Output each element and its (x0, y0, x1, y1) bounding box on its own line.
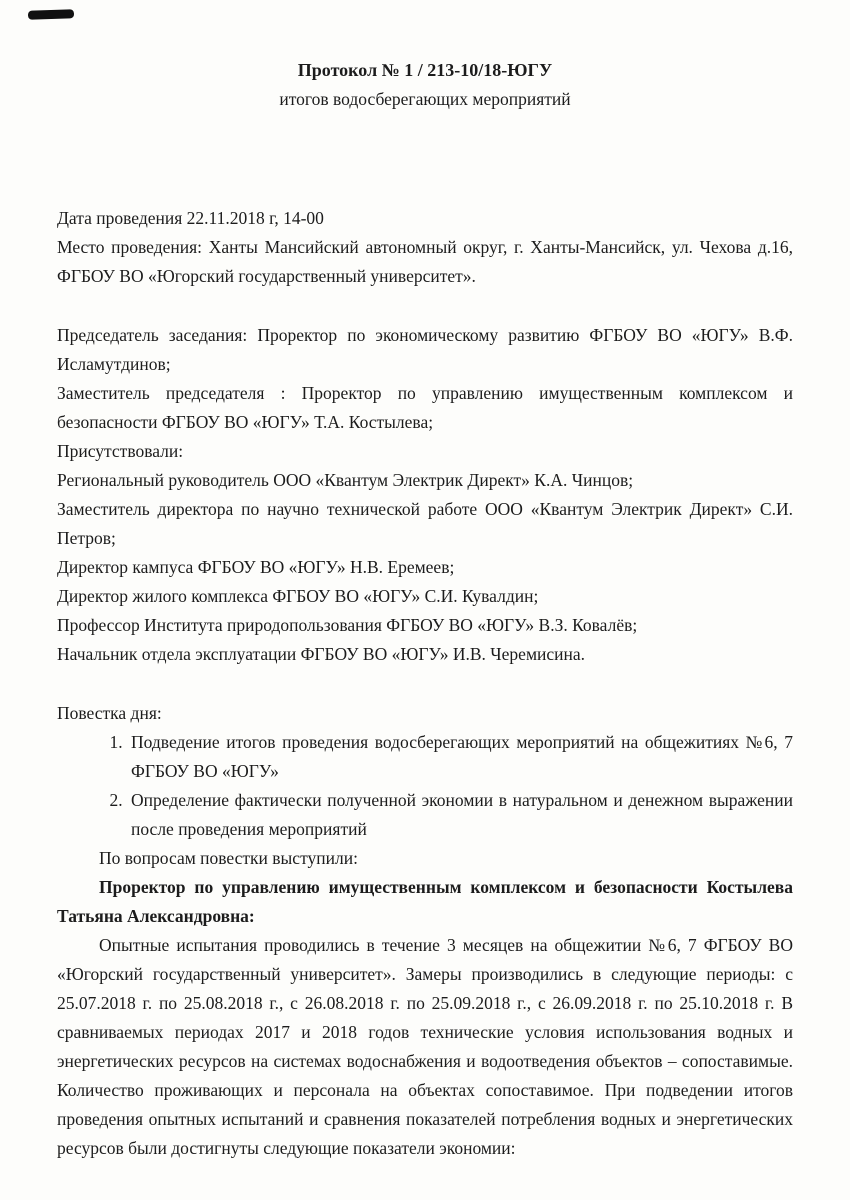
agenda-outro: По вопросам повестки выступили: (99, 848, 358, 868)
participant-deputy-chairman: Заместитель председателя : Проректор по управлению имущественным комплексом и безопасности ФГБОУ ВО «ЮГУ» Т.А. Костылева; (57, 383, 793, 432)
attendees-heading: Присутствовали: (57, 441, 184, 461)
participant-line: Профессор Института природопользования ФГБОУ ВО «ЮГУ» В.З. Ковалёв; (57, 615, 638, 635)
document-subtitle: итогов водосберегающих мероприятий (279, 89, 571, 109)
speaker-heading: Проректор по управлению имущественным комплексом и безопасности Костылева Татьяна Александровна: (57, 877, 793, 926)
spacer (57, 291, 793, 321)
agenda-list (57, 728, 793, 844)
place-line: Место проведения: Ханты Мансийский автономный округ, г. Ханты-Мансийск, ул. Чехова д.16, ФГБОУ ВО «Югорский государственный университет». (57, 237, 793, 286)
document-title: Протокол № 1 / 213-10/18-ЮГУ (297, 60, 553, 80)
participant-line: Региональный руководитель ООО «Квантум Электрик Директ» К.А. Чинцов; (57, 470, 634, 490)
participant-chairman: Председатель заседания: Проректор по экономическому развитию ФГБОУ ВО «ЮГУ» В.Ф. Исламутдинов; (57, 325, 793, 374)
agenda-item: 2. Определение фактически полученной экономии в натуральном и денежном выражении после проведения мероприятий (127, 786, 793, 844)
agenda-heading: Повестка дня: (57, 703, 162, 723)
participant-line: Заместитель директора по научно технической работе ООО «Квантум Электрик Директ» С.И. Петров; (57, 499, 793, 548)
date-line: Дата проведения 22.11.2018 г, 14-00 (57, 208, 324, 228)
participant-line: Директор жилого комплекса ФГБОУ ВО «ЮГУ» С.И. Кувалдин; (57, 586, 539, 606)
participant-line: Начальник отдела эксплуатации ФГБОУ ВО «ЮГУ» И.В. Черемисина. (57, 644, 586, 664)
spacer (57, 669, 793, 699)
participant-line: Директор кампуса ФГБОУ ВО «ЮГУ» Н.В. Еремеев; (57, 557, 455, 577)
speech-paragraph: Опытные испытания проводились в течение 3 месяцев на общежитии №6, 7 ФГБОУ ВО «Югорский государственный университет». Замеры производились в следующие периоды: с 25.07.2018 г. по 25.08.2018 г., с 26.08.2018 г. по 25.09.2018 г., с 26.09.2018 г. по 25.10.2018 г. В сравниваемых периодах 2017 и 2018 годов технические условия использования водных и энергетических ресурсов на системах водоснабжения и водоотведения объектов – сопоставимые. Количество проживающих и персонала на объектах сопоставимое. При подведении итогов проведения опытных испытаний и сравнения показателей потребления водных и энергетических ресурсов были достигнуты следующие показатели экономии: (57, 935, 793, 1158)
scan-artifact-mark (28, 9, 74, 20)
spacer (57, 114, 793, 204)
agenda-item: 1. Подведение итогов проведения водосберегающих мероприятий на общежитиях №6, 7 ФГБОУ ВО «ЮГУ» (127, 728, 793, 786)
